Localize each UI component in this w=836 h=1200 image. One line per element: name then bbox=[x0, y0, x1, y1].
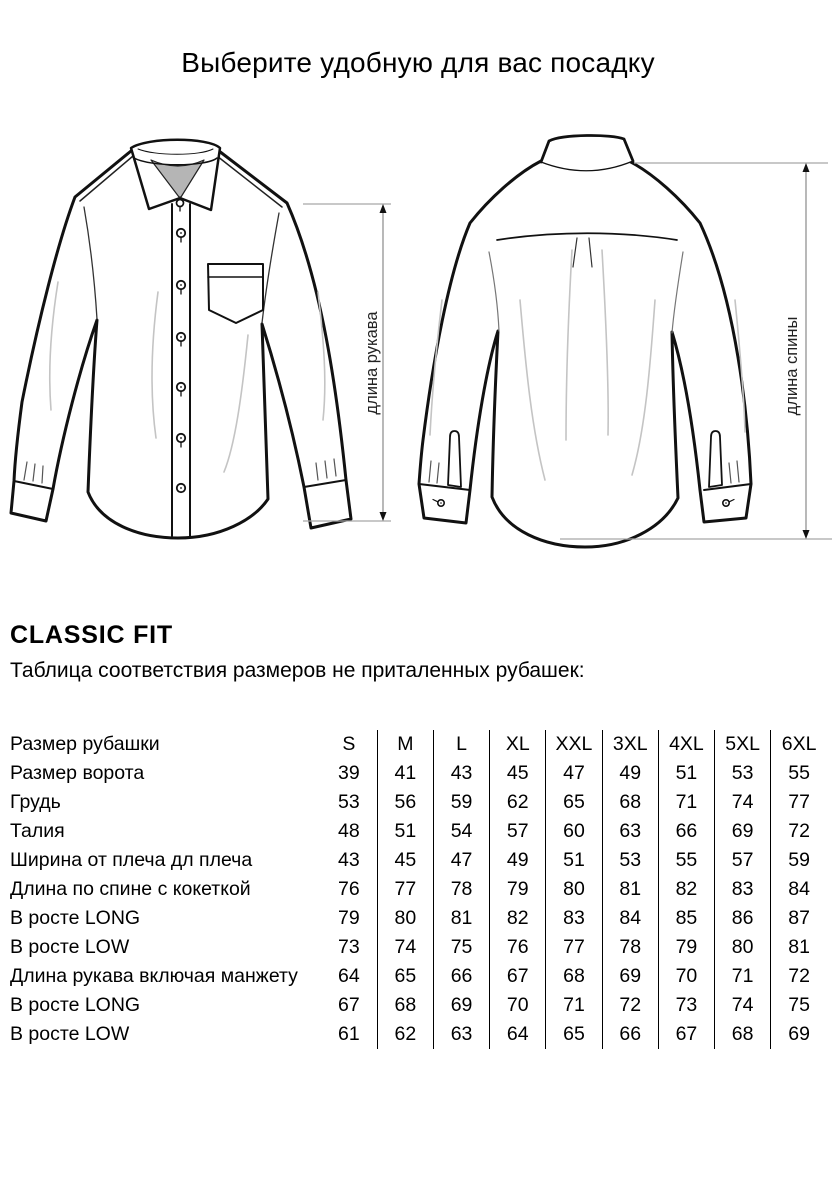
back-left-sleeve-placket bbox=[448, 431, 461, 487]
size-cell: 73 bbox=[658, 991, 714, 1020]
row-label: В росте LOW bbox=[10, 1023, 130, 1045]
size-cell: 6XL bbox=[771, 730, 827, 759]
size-cell: 75 bbox=[771, 991, 827, 1020]
size-cell: 84 bbox=[602, 904, 658, 933]
size-cell: 68 bbox=[602, 788, 658, 817]
arrow-up-icon bbox=[380, 204, 387, 213]
size-cell: 60 bbox=[546, 817, 602, 846]
size-cell: 78 bbox=[433, 875, 489, 904]
size-cell: 5XL bbox=[715, 730, 771, 759]
size-cell: 70 bbox=[658, 962, 714, 991]
size-cell: 68 bbox=[715, 1020, 771, 1049]
back-shirt-drawing bbox=[419, 135, 751, 547]
size-cell: 87 bbox=[771, 904, 827, 933]
row-label: В росте LONG bbox=[10, 907, 141, 929]
size-cell: 80 bbox=[715, 933, 771, 962]
size-cell: 66 bbox=[658, 817, 714, 846]
size-cell: 65 bbox=[546, 1020, 602, 1049]
size-cell: 67 bbox=[338, 994, 360, 1016]
size-cell: 74 bbox=[715, 991, 771, 1020]
table-row bbox=[10, 730, 827, 759]
size-cell: 66 bbox=[433, 962, 489, 991]
size-cell: 64 bbox=[490, 1020, 546, 1049]
arrow-down-icon bbox=[803, 530, 810, 539]
size-cell: 3XL bbox=[602, 730, 658, 759]
size-cell: 62 bbox=[490, 788, 546, 817]
table-row bbox=[10, 904, 827, 933]
size-cell: 77 bbox=[377, 875, 433, 904]
size-cell: 81 bbox=[771, 933, 827, 962]
front-shirt-drawing bbox=[11, 140, 351, 538]
size-cell: 63 bbox=[602, 817, 658, 846]
size-cell: 49 bbox=[602, 759, 658, 788]
row-label: Длина рукава включая манжету bbox=[10, 965, 298, 987]
size-cell: 72 bbox=[771, 817, 827, 846]
size-cell: 65 bbox=[377, 962, 433, 991]
size-cell: 51 bbox=[546, 846, 602, 875]
size-cell: 39 bbox=[338, 762, 360, 784]
size-cell: 78 bbox=[602, 933, 658, 962]
row-label: Талия bbox=[10, 820, 65, 842]
size-cell: 64 bbox=[338, 965, 360, 987]
size-cell: 49 bbox=[490, 846, 546, 875]
size-cell: 82 bbox=[490, 904, 546, 933]
size-cell: 69 bbox=[602, 962, 658, 991]
size-cell: 47 bbox=[433, 846, 489, 875]
size-cell: 47 bbox=[546, 759, 602, 788]
size-cell: 59 bbox=[771, 846, 827, 875]
arrow-down-icon bbox=[380, 512, 387, 521]
size-cell: 45 bbox=[490, 759, 546, 788]
row-label: Ширина от плеча дл плеча bbox=[10, 849, 253, 871]
size-cell: 63 bbox=[433, 1020, 489, 1049]
size-cell: 74 bbox=[377, 933, 433, 962]
size-table bbox=[10, 730, 827, 1049]
size-cell: 71 bbox=[715, 962, 771, 991]
table-row bbox=[10, 846, 827, 875]
size-cell: 84 bbox=[771, 875, 827, 904]
size-cell: 67 bbox=[490, 962, 546, 991]
size-cell: XXL bbox=[546, 730, 602, 759]
size-cell: 85 bbox=[658, 904, 714, 933]
size-cell: 74 bbox=[715, 788, 771, 817]
size-cell: 79 bbox=[490, 875, 546, 904]
table-row bbox=[10, 788, 827, 817]
size-cell: 68 bbox=[546, 962, 602, 991]
size-cell: 77 bbox=[546, 933, 602, 962]
chest-pocket bbox=[208, 264, 263, 323]
arrow-up-icon bbox=[803, 163, 810, 172]
table-row bbox=[10, 962, 827, 991]
size-cell: 83 bbox=[546, 904, 602, 933]
table-row bbox=[10, 759, 827, 788]
size-cell: 4XL bbox=[658, 730, 714, 759]
table-row bbox=[10, 933, 827, 962]
size-cell: 51 bbox=[658, 759, 714, 788]
size-cell: 76 bbox=[490, 933, 546, 962]
size-cell: 79 bbox=[338, 907, 360, 929]
row-label: В росте LOW bbox=[10, 936, 130, 958]
size-cell: 82 bbox=[658, 875, 714, 904]
size-cell: 65 bbox=[546, 788, 602, 817]
size-cell: 70 bbox=[490, 991, 546, 1020]
size-cell: 57 bbox=[490, 817, 546, 846]
size-cell: 54 bbox=[433, 817, 489, 846]
size-cell: S bbox=[342, 733, 356, 755]
size-cell: 69 bbox=[433, 991, 489, 1020]
size-cell: 72 bbox=[602, 991, 658, 1020]
table-row bbox=[10, 875, 827, 904]
size-cell: 43 bbox=[433, 759, 489, 788]
size-cell: 80 bbox=[377, 904, 433, 933]
shirt-fit-diagram bbox=[0, 120, 836, 565]
size-cell: 59 bbox=[433, 788, 489, 817]
row-label: Длина по спине с кокеткой bbox=[10, 878, 251, 900]
size-cell: 41 bbox=[377, 759, 433, 788]
size-table-body bbox=[10, 730, 827, 1049]
size-cell: 55 bbox=[658, 846, 714, 875]
size-cell: L bbox=[433, 730, 489, 759]
size-cell: 77 bbox=[771, 788, 827, 817]
size-cell: 71 bbox=[546, 991, 602, 1020]
fit-subtitle: Таблица соответствия размеров не приталенных рубашек: bbox=[10, 659, 585, 682]
size-cell: 69 bbox=[715, 817, 771, 846]
size-cell: 71 bbox=[658, 788, 714, 817]
size-cell: 53 bbox=[715, 759, 771, 788]
size-cell: 76 bbox=[338, 878, 360, 900]
size-cell: 57 bbox=[715, 846, 771, 875]
size-cell: 72 bbox=[771, 962, 827, 991]
row-label: В росте LONG bbox=[10, 994, 141, 1016]
size-cell: 83 bbox=[715, 875, 771, 904]
page-title: Выберите удобную для вас посадку bbox=[181, 47, 655, 78]
size-cell: 56 bbox=[377, 788, 433, 817]
table-row bbox=[10, 991, 827, 1020]
size-cell: 80 bbox=[546, 875, 602, 904]
table-row bbox=[10, 1020, 827, 1049]
size-cell: 69 bbox=[771, 1020, 827, 1049]
size-cell: 53 bbox=[338, 791, 360, 813]
size-cell: 62 bbox=[377, 1020, 433, 1049]
size-cell: 55 bbox=[771, 759, 827, 788]
size-cell: 43 bbox=[338, 849, 360, 871]
fit-heading: CLASSIC FIT bbox=[10, 621, 173, 649]
size-cell: 45 bbox=[377, 846, 433, 875]
size-cell: 81 bbox=[433, 904, 489, 933]
row-label: Размер ворота bbox=[10, 762, 145, 784]
size-cell: M bbox=[377, 730, 433, 759]
row-label: Размер рубашки bbox=[10, 733, 160, 755]
table-row bbox=[10, 817, 827, 846]
size-cell: 86 bbox=[715, 904, 771, 933]
sleeve-length-label: длина рукава bbox=[363, 311, 381, 415]
row-label: Грудь bbox=[10, 791, 61, 813]
size-cell: XL bbox=[490, 730, 546, 759]
size-cell: 66 bbox=[602, 1020, 658, 1049]
size-cell: 79 bbox=[658, 933, 714, 962]
size-cell: 53 bbox=[602, 846, 658, 875]
size-cell: 67 bbox=[658, 1020, 714, 1049]
size-cell: 51 bbox=[377, 817, 433, 846]
size-cell: 48 bbox=[338, 820, 360, 842]
size-cell: 61 bbox=[338, 1023, 360, 1045]
size-cell: 75 bbox=[433, 933, 489, 962]
back-length-label: длина спины bbox=[783, 316, 801, 416]
size-cell: 68 bbox=[377, 991, 433, 1020]
size-cell: 81 bbox=[602, 875, 658, 904]
size-cell: 73 bbox=[338, 936, 360, 958]
back-right-sleeve-placket bbox=[709, 431, 722, 487]
